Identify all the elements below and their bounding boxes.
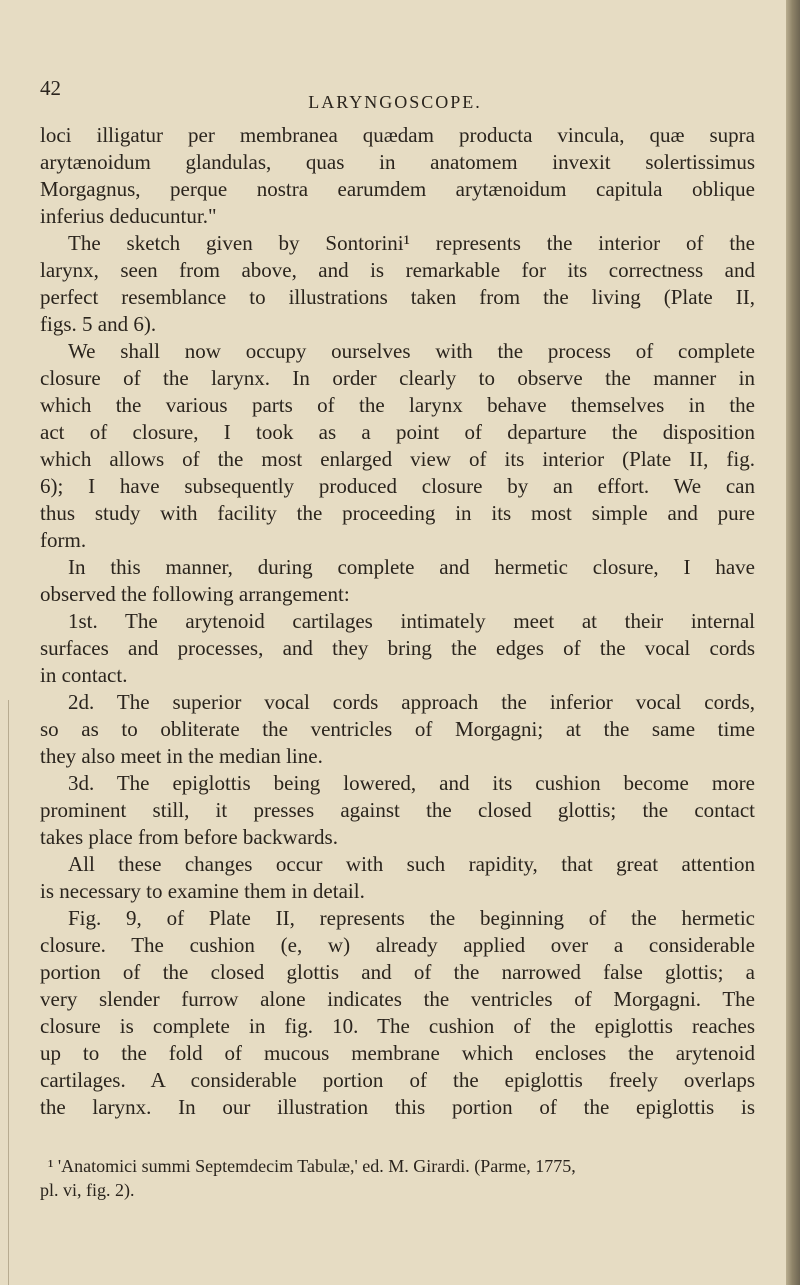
text-line: Fig. 9, of Plate II, represents the beginning of the hermetic [68,906,755,930]
text-line: arytænoidum glandulas, quas in anatomem invexit solertissimus [40,150,755,174]
text-line: 3d. The epiglottis being lowered, and its cushion become more [68,771,755,795]
text-line: We shall now occupy ourselves with the process of complete [68,339,755,363]
text-line: figs. 5 and 6). [40,312,157,336]
running-head: LARYNGOSCOPE. [308,92,482,112]
text-line: takes place from before backwards. [40,825,338,849]
book-edge [786,0,800,1285]
text-line: in contact. [40,663,128,687]
text-line: very slender furrow alone indicates the ventricles of Morgagni. The [40,987,755,1011]
text-line: 6); I have subsequently produced closure by an effort. We can [40,474,755,498]
page-crease [8,700,9,1285]
text-line: In this manner, during complete and hermetic closure, I have [68,555,755,579]
text-line: closure. The cushion (e, w) already applied over a considerable [40,933,755,957]
text-line: closure is complete in fig. 10. The cushion of the epiglottis reaches [40,1014,755,1038]
text-line: they also meet in the median line. [40,744,323,768]
text-line: loci illigatur per membranea quædam producta vincula, quæ supra [40,123,755,147]
text-line: observed the following arrangement: [40,582,350,606]
text-line: which allows of the most enlarged view of its interior (Plate II, fig. [40,447,755,471]
text-line: 1st. The arytenoid cartilages intimately meet at their internal [68,609,755,633]
text-line: is necessary to examine them in detail. [40,879,365,903]
footnote-gap [40,1121,755,1154]
text-line: surfaces and processes, and they bring the edges of the vocal cords [40,636,755,660]
text-line: The sketch given by Sontorini¹ represents the interior of the [68,231,755,255]
text-line: up to the fold of mucous membrane which encloses the arytenoid [40,1041,755,1065]
text-line: the larynx. In our illustration this portion of the epiglottis is [40,1095,755,1119]
text-line: cartilages. A considerable portion of the epiglottis freely overlaps [40,1068,755,1092]
text-line: form. [40,528,87,552]
footnote-line: ¹ 'Anatomici summi Septemdecim Tabulæ,' ed. M. Girardi. (Parme, 1775, [48,1156,576,1176]
text-line: closure of the larynx. In order clearly to observe the manner in [40,366,755,390]
footnote-line: pl. vi, fig. 2). [40,1180,135,1200]
text-line: larynx, seen from above, and is remarkable for its correctness and [40,258,755,282]
text-line: so as to obliterate the ventricles of Morgagni; at the same time [40,717,755,741]
text-line: All these changes occur with such rapidity, that great attention [68,852,755,876]
page-number: 42 [40,76,61,100]
body-text [40,122,755,1202]
text-line: Morgagnus, perque nostra earumdem arytænoidum capitula oblique [40,177,755,201]
text-line: which the various parts of the larynx behave themselves in the [40,393,755,417]
text-line: act of closure, I took as a point of departure the disposition [40,420,755,444]
text-line: prominent still, it presses against the closed glottis; the contact [40,798,755,822]
text-line: 2d. The superior vocal cords approach the inferior vocal cords, [68,690,755,714]
text-line: inferius deducuntur." [40,204,217,228]
text-line: thus study with facility the proceeding in its most simple and pure [40,501,755,525]
text-line: perfect resemblance to illustrations taken from the living (Plate II, [40,285,755,309]
text-line: portion of the closed glottis and of the narrowed false glottis; a [40,960,755,984]
